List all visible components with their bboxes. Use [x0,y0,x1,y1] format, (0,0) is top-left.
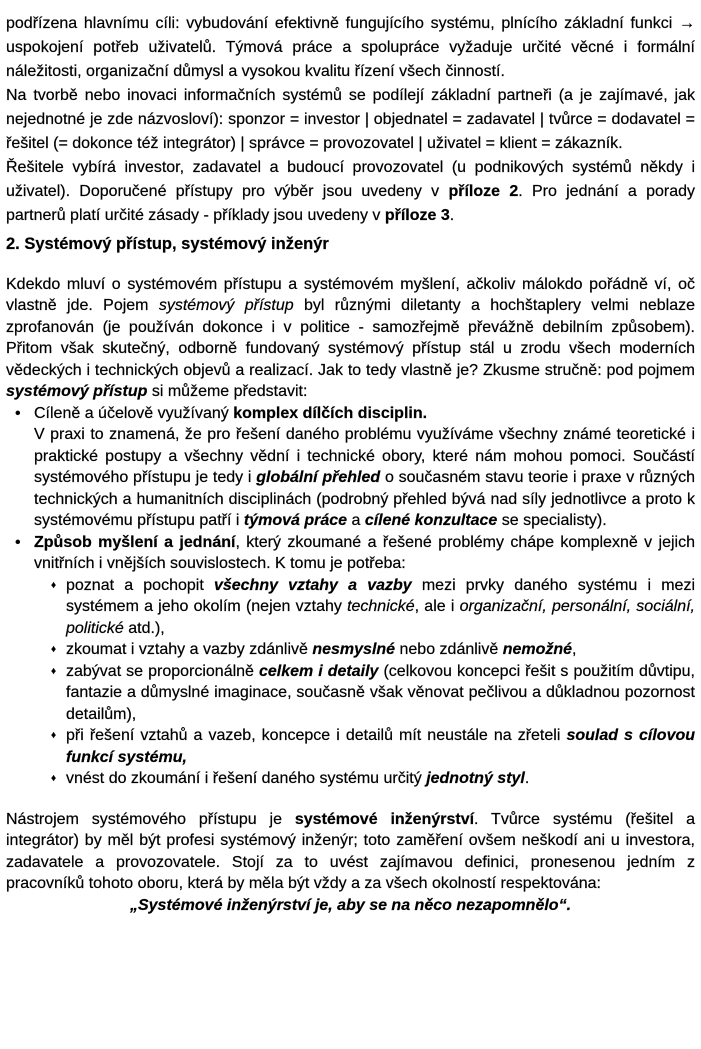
text-run: týmová práce [243,512,348,529]
text-run: při řešení vztahů a vazeb, koncepce i detailů mít neustále na zřeteli [66,727,567,744]
quote-line [6,895,695,917]
text-run: systémové inženýrství [294,810,475,828]
text-run: všechny vztahy a vazby [213,576,412,594]
paragraph [6,156,695,228]
text-run: podřízena hlavnímu cíli: vybudování efektivně fungujícího systému, plnícího základní funkci → uspokojení potřeb uživatelů. Týmová práce a spolupráce vyžaduje určité věcné i formální náležitosti, organizační důmysl a vysokou kvalitu řízení všech činností. [6,15,695,80]
diamond-bullet-icon: ♦ [51,773,57,784]
text-run: Kdekdo mluví o systémovém přístupu a systémovém myšlení, ačkoliv málokdo pořádně ví, oč vlastně jde. Pojem [6,275,695,314]
paragraph [6,84,695,156]
text-run: systémový přístup [158,297,294,314]
diamond-bullet-icon: ♦ [51,579,57,591]
text-run: si můžeme představit: [147,383,308,400]
paragraph [6,274,695,403]
text-run: . [449,207,455,224]
text-run: a [347,512,365,529]
text-run: jednotný styl [426,770,525,787]
text-run: . [524,770,530,787]
text-run: V praxi to znamená, že pro řešení daného problému využíváme všechny známé teoretické i praktické postupy a všechny vědní i technické obory, které nám mohou pomoci. Součástí systémového přístupu je tedy i [34,426,695,486]
text-run: atd.), [123,619,165,637]
text-run: příloze 3 [384,207,450,224]
text-run: cílené konzultace [364,512,498,529]
text-run: byl různými diletanty a hochštaplery velmi neblaze zprofanován (je používán dokonce i v politice - samozřejmě převážně debilním způsobem). Přitom však skutečný, odborně fundovaný systémový přístup stál u zrodu všech moderních vědeckých i technických objevů a realizací. Jak to tedy vlastně je? Zkusme stručně: pod pojmem [6,297,695,379]
text-run: Cíleně a účelově využívaný [34,404,234,422]
text-run: soulad s cílovou funkcí systému, [66,727,696,766]
text-run: , [572,641,577,658]
text-run: poznat a pochopit [66,576,214,594]
sub-bullet-item [6,639,695,661]
text-run: příloze 2 [448,183,519,200]
text-run: organizační, personální, sociální, politické [66,598,696,637]
paragraph [6,12,695,84]
text-run: systémový přístup [6,383,148,400]
sub-bullet-item [6,575,695,640]
text-run: se specialisty). [497,512,607,529]
text-run: , ale i [414,598,460,615]
text-run: nesmyslné [312,641,396,658]
text-run: celkem i detaily [258,662,379,680]
bullet-item [6,403,695,425]
bullet-continuation [6,424,695,532]
text-run: zabývat se proporcionálně [66,662,259,680]
bullet-icon: • [15,533,21,551]
sub-bullet-item [6,661,695,726]
sub-bullet-item [6,725,695,768]
text-run: Na tvorbě nebo inovaci informačních systémů se podílejí základní partneři (a je zajímavé, jak nejednotné je zde názvosloví): sponzor = investor | objednatel = zadavatel | tvůrce = dodavatel = řešitel (= dokonce též integrátor) | správce = provozovatel | uživatel = klient = zákazník. [6,87,695,152]
text-run: Způsob myšlení a jednání [34,533,236,551]
text-run: (celkovou koncepci řešit s použitím důvtipu, fantazie a důmyslné imaginace, současně však věnovat pečlivou a důkladnou pozornost detailům), [66,662,695,723]
sub-bullet-item [6,768,695,790]
text-run: Nástrojem systémového přístupu je [6,810,295,828]
diamond-bullet-icon: ♦ [51,644,57,655]
text-run: vnést do zkoumání i řešení daného systému určitý [66,770,427,787]
bullet-icon: • [15,404,21,422]
text-run: 2. Systémový přístup, systémový inženýr [6,235,329,253]
text-run: Řešitele vybírá investor, zadavatel a budoucí provozovatel (u podnikových systémů někdy i uživatel). Doporučené přístupy pro výběr jsou uvedeny v [6,159,695,200]
text-run: nebo zdánlivě [395,641,503,658]
text-run: „Systémové inženýrství je, aby se na něco nezapomnělo“. [129,896,572,914]
text-run: mezi prvky daného systému i mezi systémem a jeho okolím (nejen vztahy [66,576,696,615]
text-run: technické [347,598,415,615]
text-run: komplex dílčích disciplin. [233,404,428,422]
text-run: globální přehled [256,469,381,486]
paragraph [6,809,695,895]
text-run: . Pro jednání a porady partnerů platí určité zásady - příklady jsou uvedeny v [6,183,696,224]
diamond-bullet-icon: ♦ [51,665,57,677]
text-run: . Tvůrce systému (řešitel a integrátor) by měl být profesi systémový inženýr; toto zaměření ovšem neškodí ani u investora, zadavatele a provozovatele. Stojí za to uvést zajímavou definici, pronesenou jedním z pracovníků tohoto oboru, která by měla být vždy a za všech okolností respektována: [6,810,696,892]
text-run: zkoumat i vztahy a vazby zdánlivě [66,641,313,658]
text-run: o současném stavu teorie i praxe v různých technických a humanitních disciplinách (podrobný přehled bývá nad síly jednotlivce a proto k systémovému přístupu patří i [34,469,696,529]
diamond-bullet-icon: ♦ [51,730,57,741]
text-run: , který zkoumané a řešené problémy chápe komplexně v jejich vnitřních i vnějších souvislostech. K tomu je potřeba: [34,533,696,572]
bullet-item [6,532,695,575]
section-heading [6,234,695,256]
text-run: nemožné [502,641,573,658]
